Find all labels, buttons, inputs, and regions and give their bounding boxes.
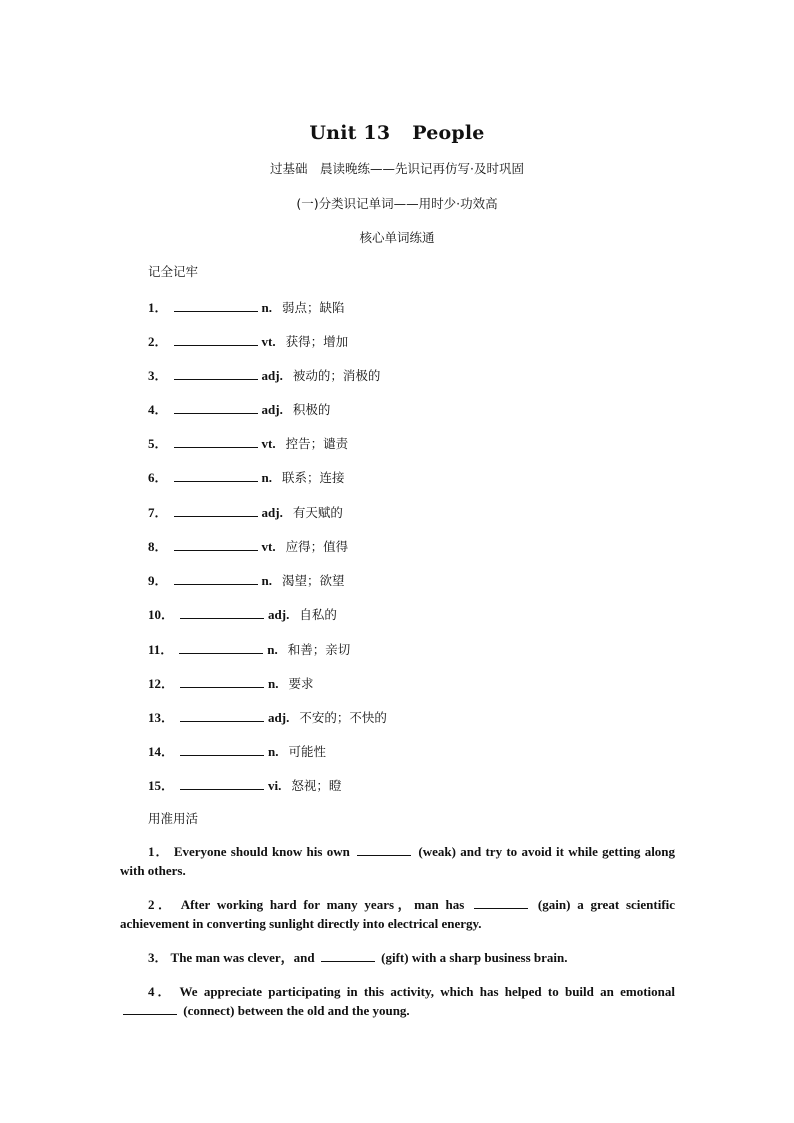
part-of-speech: adj. — [268, 607, 290, 622]
vocab-item — [148, 297, 345, 315]
vocab-number: 9． — [148, 573, 168, 588]
answer-blank[interactable] — [180, 743, 264, 756]
exercise-item — [120, 842, 675, 880]
vocab-item — [148, 331, 348, 349]
part-of-speech: adj. — [261, 402, 283, 417]
part-of-speech: n. — [261, 470, 272, 485]
vocab-number: 5． — [148, 436, 168, 451]
answer-blank[interactable] — [123, 1003, 177, 1015]
exercise-hint: (weak) — [418, 844, 456, 859]
chinese-meaning: 有天赋的 — [292, 505, 343, 520]
part-of-speech: adj. — [268, 710, 290, 725]
vocab-item — [148, 467, 345, 485]
exercise-number: 3． — [148, 950, 168, 965]
chinese-meaning: 被动的；消极的 — [292, 368, 381, 383]
vocab-item — [148, 604, 337, 622]
exercise-text-after: with a sharp business brain. — [411, 950, 568, 965]
answer-blank[interactable] — [174, 299, 258, 312]
page-title — [0, 122, 794, 144]
heading-usage: 用准用活 — [148, 811, 199, 826]
chinese-meaning: 渴望；欲望 — [282, 573, 345, 588]
chinese-meaning: 可能性 — [288, 744, 327, 759]
heading-remember: 记全记牢 — [148, 264, 199, 279]
vocab-item — [148, 502, 343, 520]
exercise-text-before: We appreciate participating in this activity, which has helped to build an emotional — [179, 984, 675, 999]
answer-blank[interactable] — [174, 401, 258, 414]
vocab-number: 12． — [148, 676, 175, 691]
vocab-item — [148, 775, 341, 793]
chinese-meaning: 弱点；缺陷 — [282, 300, 345, 315]
answer-blank[interactable] — [174, 504, 258, 517]
vocab-item — [148, 570, 345, 588]
vocab-number: 1． — [148, 300, 168, 315]
exercise-number: 1． — [148, 844, 170, 859]
vocab-number: 7． — [148, 505, 168, 520]
vocab-number: 2． — [148, 334, 168, 349]
answer-blank[interactable] — [174, 333, 258, 346]
exercise-text-before: After working hard for many years，man has — [180, 897, 465, 912]
vocab-number: 11． — [148, 642, 174, 657]
vocab-number: 15． — [148, 778, 175, 793]
exercise-item — [120, 982, 675, 1020]
answer-blank[interactable] — [174, 367, 258, 380]
vocab-item — [148, 365, 380, 383]
vocab-number: 13． — [148, 710, 175, 725]
vocab-item — [148, 673, 314, 691]
part-of-speech: n. — [268, 676, 279, 691]
answer-blank[interactable] — [180, 709, 264, 722]
answer-blank[interactable] — [180, 777, 264, 790]
exercise-hint: (gain) — [537, 897, 571, 912]
chinese-meaning: 积极的 — [292, 402, 331, 417]
vocab-number: 8． — [148, 539, 168, 554]
exercise-item — [120, 895, 675, 933]
answer-blank[interactable] — [180, 675, 264, 688]
chinese-meaning: 要求 — [288, 676, 314, 691]
answer-blank[interactable] — [174, 538, 258, 551]
part-of-speech: vt. — [261, 334, 276, 349]
section-line-1: 过基础 晨读晚练——先识记再仿写·及时巩固 — [270, 161, 524, 176]
part-of-speech: n. — [261, 573, 272, 588]
exercise-text-after: and try to avoid it while getting along with others. — [120, 844, 676, 878]
answer-blank[interactable] — [174, 469, 258, 482]
part-of-speech: n. — [267, 642, 278, 657]
vocab-item — [148, 707, 387, 725]
chinese-meaning: 获得；增加 — [285, 334, 349, 349]
vocab-item — [148, 399, 330, 417]
answer-blank[interactable] — [474, 897, 528, 909]
exercise-text-before: Everyone should know his own — [173, 844, 350, 859]
exercise-text-after: between the old and the young. — [237, 1003, 410, 1018]
vocab-item — [148, 639, 350, 657]
chinese-meaning: 联系；连接 — [282, 470, 345, 485]
answer-blank[interactable] — [179, 641, 263, 654]
chinese-meaning: 控告；谴责 — [285, 436, 349, 451]
vocab-number: 3． — [148, 368, 168, 383]
exercise-item — [120, 948, 675, 967]
answer-blank[interactable] — [180, 606, 264, 619]
unit-name: People — [412, 122, 485, 144]
vocab-item — [148, 433, 348, 451]
chinese-meaning: 自私的 — [299, 607, 337, 622]
part-of-speech: adj. — [261, 505, 283, 520]
section-line-3: 核心单词练通 — [359, 230, 435, 245]
exercise-hint: (connect) — [183, 1003, 235, 1018]
unit-label: Unit 13 — [309, 122, 391, 144]
chinese-meaning: 和善；亲切 — [287, 642, 351, 657]
vocab-number: 14． — [148, 744, 175, 759]
exercise-text-before: The man was clever，and — [170, 950, 315, 965]
vocab-item — [148, 536, 348, 554]
chinese-meaning: 不安的；不快的 — [299, 710, 387, 725]
chinese-meaning: 怒视；瞪 — [291, 778, 342, 793]
exercise-text-after: a great scientific achievement in converting sunlight directly into electrical energy. — [120, 897, 676, 931]
part-of-speech: vi. — [268, 778, 282, 793]
chinese-meaning: 应得；值得 — [285, 539, 349, 554]
answer-blank[interactable] — [357, 844, 411, 856]
vocab-number: 6． — [148, 470, 168, 485]
part-of-speech: adj. — [261, 368, 283, 383]
part-of-speech: n. — [268, 744, 279, 759]
part-of-speech: vt. — [261, 436, 276, 451]
exercise-number: 4． — [148, 984, 174, 999]
vocab-item — [148, 741, 326, 759]
exercise-number: 2． — [148, 897, 175, 912]
vocab-number: 10． — [148, 607, 175, 622]
answer-blank[interactable] — [174, 435, 258, 448]
part-of-speech: vt. — [261, 539, 276, 554]
vocab-number: 4． — [148, 402, 168, 417]
part-of-speech: n. — [261, 300, 272, 315]
exercise-hint: (gift) — [381, 950, 409, 965]
answer-blank[interactable] — [321, 950, 375, 962]
answer-blank[interactable] — [174, 572, 258, 585]
section-line-2: (一)分类识记单词——用时少·功效高 — [296, 196, 498, 211]
